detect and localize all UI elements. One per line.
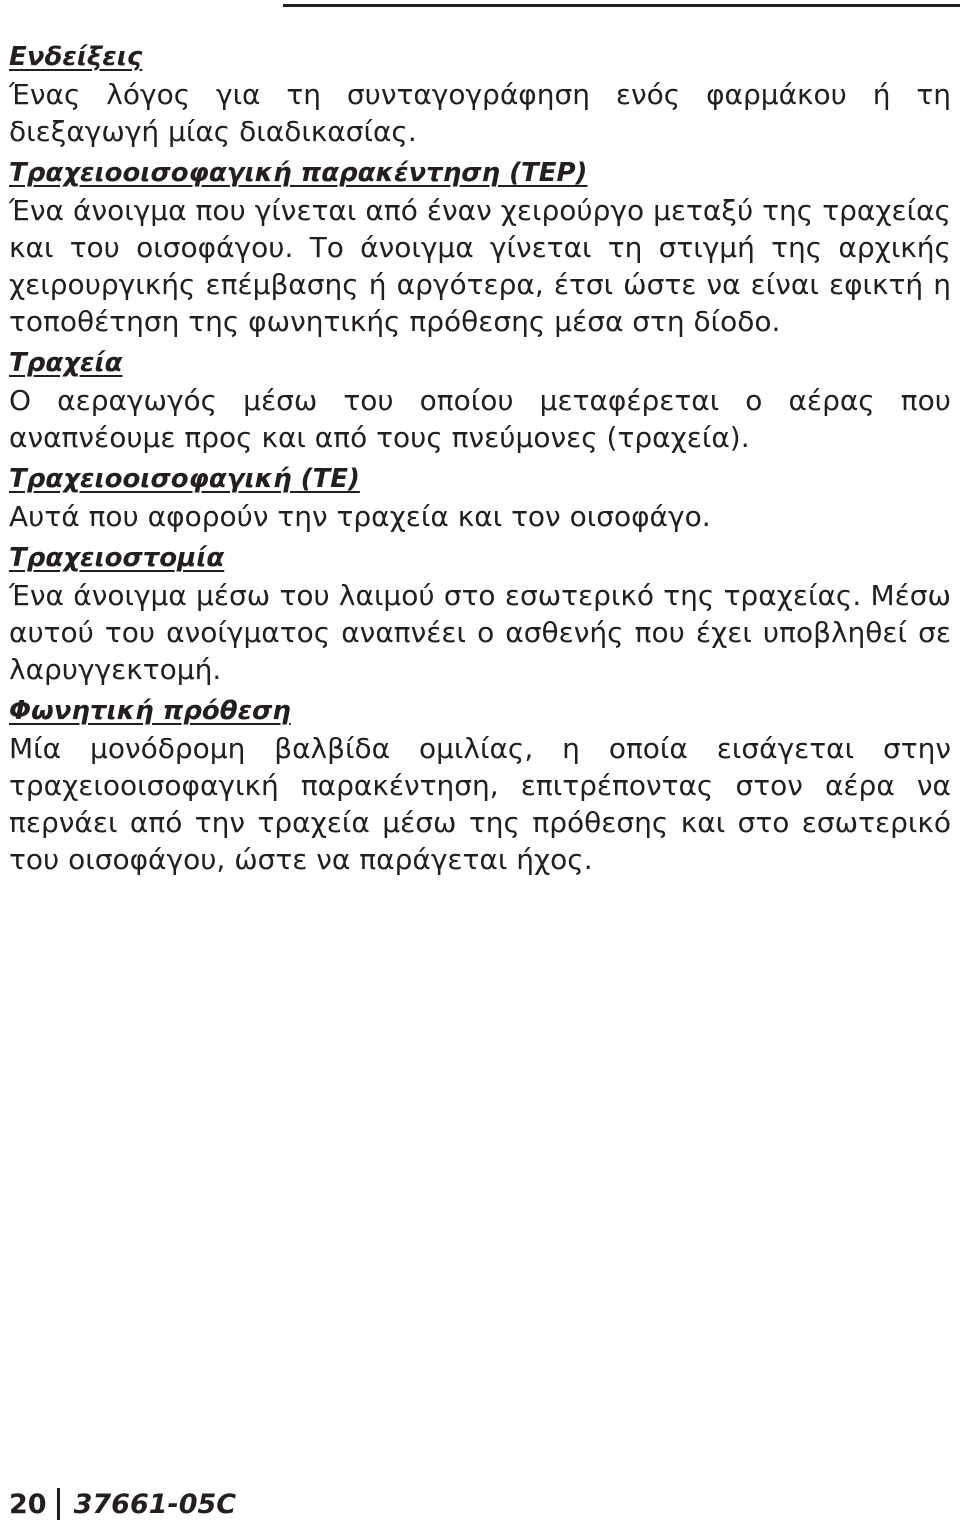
- glossary-definition: Ο αεραγωγός μέσω του οποίου μεταφέρεται ο αέρας που αναπνέουμε προς και από τους πνεύμονες (τραχεία).: [9, 384, 951, 454]
- glossary-definition: Ένας λόγος για τη συνταγογράφηση ενός φαρμάκου ή τη διεξαγωγή μίας διαδικασίας.: [9, 78, 951, 148]
- top-rule: [283, 4, 960, 7]
- glossary-term: Τραχειοστομία: [9, 543, 225, 573]
- page-number: 20: [9, 1488, 47, 1520]
- glossary-term: Τραχεία: [9, 348, 123, 378]
- glossary-entry: [9, 692, 951, 878]
- glossary-term: Ενδείξεις: [9, 42, 143, 72]
- glossary: [9, 38, 951, 882]
- glossary-definition: Ένα άνοιγμα που γίνεται από έναν χειρούργο μεταξύ της τραχείας και του οισοφάγου. Το άνοιγμα γίνεται τη στιγμή της αρχικής χειρουργικής επέμβασης ή αργότερα, έτσι ώστε να είναι εφικτή η τοποθέτηση της φωνητικής πρόθεσης μέσα στη δίοδο.: [9, 194, 951, 338]
- glossary-definition: Ένα άνοιγμα μέσω του λαιμού στο εσωτερικό της τραχείας. Μέσω αυτού του ανοίγματος αναπνέει ο ασθενής που έχει υποβληθεί σε λαρυγγεκτομή.: [9, 579, 951, 686]
- glossary-entry: [9, 539, 951, 688]
- glossary-term: Τραχειοοισοφαγική (TE): [9, 464, 360, 494]
- glossary-entry: [9, 38, 951, 150]
- footer-divider: [57, 1488, 60, 1520]
- glossary-entry: [9, 344, 951, 456]
- glossary-definition: Μία μονόδρομη βαλβίδα ομιλίας, η οποία εισάγεται στην τραχειοοισοφαγική παρακέντηση, επιτρέποντας στον αέρα να περνάει από την τραχεία μέσω της πρόθεσης και στο εσωτερικό του οισοφάγου, ώστε να παράγεται ήχος.: [9, 732, 951, 876]
- glossary-term: Φωνητική πρόθεση: [9, 696, 291, 726]
- glossary-definition: Αυτά που αφορούν την τραχεία και τον οισοφάγο.: [9, 500, 711, 533]
- page-footer: [9, 1487, 236, 1521]
- document-code: 37661-05C: [73, 1488, 237, 1520]
- glossary-entry: [9, 460, 951, 535]
- glossary-term: Τραχειοοισοφαγική παρακέντηση (TEP): [9, 158, 588, 188]
- glossary-entry: [9, 154, 951, 340]
